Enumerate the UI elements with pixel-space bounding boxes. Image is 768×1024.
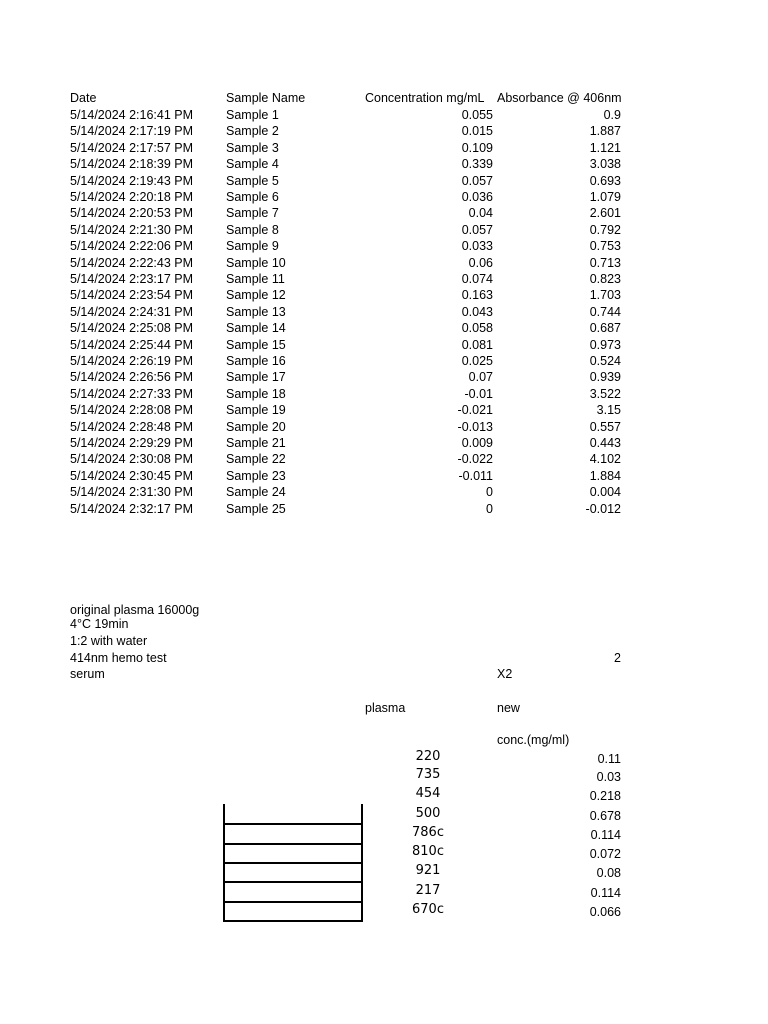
cell-concentration: 0 bbox=[486, 485, 493, 499]
cell-absorbance: 1.079 bbox=[589, 190, 621, 204]
cell-absorbance: 3.038 bbox=[589, 157, 621, 171]
cell-absorbance: 0.973 bbox=[589, 338, 621, 352]
header-concentration: Concentration mg/mL bbox=[365, 91, 485, 105]
cell-concentration: 0.058 bbox=[461, 321, 493, 335]
cell-absorbance: 2.601 bbox=[589, 206, 621, 220]
conc-label: conc.(mg/ml) bbox=[497, 733, 570, 747]
cell-sample-name: Sample 10 bbox=[226, 256, 286, 270]
cell-absorbance: 0.557 bbox=[589, 420, 621, 434]
cell-sample-name: Sample 1 bbox=[226, 108, 279, 122]
header-absorbance: Absorbance @ 406nm bbox=[497, 91, 622, 105]
cell-concentration: 0.036 bbox=[461, 190, 493, 204]
cell-concentration: 0 bbox=[486, 502, 493, 516]
cell-date: 5/14/2024 2:30:45 PM bbox=[70, 469, 194, 483]
cell-absorbance: 0.9 bbox=[603, 108, 621, 122]
cell-concentration: 0.025 bbox=[461, 354, 493, 368]
cell-absorbance: -0.012 bbox=[585, 502, 621, 516]
cell-sample-name: Sample 19 bbox=[226, 403, 286, 417]
cell-concentration: 0.033 bbox=[461, 239, 493, 253]
cell-absorbance: 0.524 bbox=[589, 354, 621, 368]
cell-sample-name: Sample 8 bbox=[226, 223, 279, 237]
plasma-conc: 0.03 bbox=[596, 770, 621, 784]
cell-sample-name: Sample 18 bbox=[226, 387, 286, 401]
cell-sample-name: Sample 13 bbox=[226, 305, 286, 319]
plasma-conc: 0.11 bbox=[597, 752, 621, 766]
cell-date: 5/14/2024 2:22:43 PM bbox=[70, 256, 194, 270]
new-label: new bbox=[497, 701, 520, 715]
cell-concentration: 0.057 bbox=[461, 174, 493, 188]
cell-date: 5/14/2024 2:16:41 PM bbox=[70, 108, 194, 122]
cell-sample-name: Sample 7 bbox=[226, 206, 279, 220]
cell-date: 5/14/2024 2:21:30 PM bbox=[70, 223, 194, 237]
note-line-5: serum bbox=[70, 667, 105, 681]
cell-sample-name: Sample 14 bbox=[226, 321, 286, 335]
plasma-id: 454 bbox=[415, 786, 441, 801]
cell-absorbance: 3.522 bbox=[589, 387, 621, 401]
cell-absorbance: 0.753 bbox=[589, 239, 621, 253]
plasma-conc: 0.114 bbox=[590, 886, 621, 900]
cell-sample-name: Sample 5 bbox=[226, 174, 279, 188]
cell-absorbance: 1.884 bbox=[589, 469, 621, 483]
cell-sample-name: Sample 11 bbox=[226, 272, 285, 286]
cell-sample-name: Sample 17 bbox=[226, 370, 286, 384]
cell-sample-name: Sample 9 bbox=[226, 239, 279, 253]
plasma-conc: 0.678 bbox=[589, 809, 621, 823]
cell-absorbance: 1.121 bbox=[589, 141, 621, 155]
factor-value: 2 bbox=[614, 651, 621, 665]
cell-absorbance: 0.939 bbox=[589, 370, 621, 384]
cell-date: 5/14/2024 2:27:33 PM bbox=[70, 387, 194, 401]
cell-sample-name: Sample 6 bbox=[226, 190, 279, 204]
cell-sample-name: Sample 15 bbox=[226, 338, 286, 352]
cell-concentration: 0.081 bbox=[461, 338, 493, 352]
cell-concentration: 0.06 bbox=[468, 256, 493, 270]
cell-date: 5/14/2024 2:17:19 PM bbox=[70, 124, 194, 138]
header-sample-name: Sample Name bbox=[226, 91, 306, 105]
cell-date: 5/14/2024 2:29:29 PM bbox=[70, 436, 194, 450]
cell-date: 5/14/2024 2:24:31 PM bbox=[70, 305, 194, 319]
cell-concentration: 0.009 bbox=[461, 436, 493, 450]
cell-concentration: 0.04 bbox=[468, 206, 493, 220]
cell-absorbance: 4.102 bbox=[589, 452, 621, 466]
cell-concentration: 0.109 bbox=[461, 141, 493, 155]
cell-absorbance: 0.004 bbox=[589, 485, 621, 499]
cell-date: 5/14/2024 2:26:56 PM bbox=[70, 370, 194, 384]
cell-concentration: -0.022 bbox=[457, 452, 493, 466]
cell-date: 5/14/2024 2:20:53 PM bbox=[70, 206, 194, 220]
cell-date: 5/14/2024 2:18:39 PM bbox=[70, 157, 194, 171]
cell-date: 5/14/2024 2:23:54 PM bbox=[70, 288, 194, 302]
cell-absorbance: 0.744 bbox=[589, 305, 621, 319]
cell-sample-name: Sample 3 bbox=[226, 141, 279, 155]
plasma-id: 735 bbox=[415, 767, 441, 782]
cell-date: 5/14/2024 2:25:44 PM bbox=[70, 338, 194, 352]
cell-date: 5/14/2024 2:23:17 PM bbox=[70, 272, 194, 286]
plasma-conc: 0.066 bbox=[589, 905, 621, 919]
cell-sample-name: Sample 25 bbox=[226, 502, 286, 516]
cell-absorbance: 0.792 bbox=[589, 223, 621, 237]
cell-concentration: 0.055 bbox=[461, 108, 493, 122]
note-line-2: 4°C 19min bbox=[70, 617, 129, 631]
cell-sample-name: Sample 4 bbox=[226, 157, 279, 171]
cell-concentration: 0.057 bbox=[461, 223, 493, 237]
cell-absorbance: 3.15 bbox=[596, 403, 621, 417]
cell-sample-name: Sample 24 bbox=[226, 485, 286, 499]
cell-concentration: -0.013 bbox=[457, 420, 493, 434]
cell-concentration: 0.163 bbox=[461, 288, 493, 302]
plasma-id: 921 bbox=[415, 863, 441, 878]
cell-date: 5/14/2024 2:31:30 PM bbox=[70, 485, 194, 499]
cell-sample-name: Sample 21 bbox=[226, 436, 286, 450]
cell-concentration: 0.043 bbox=[461, 305, 493, 319]
plasma-id: 670c bbox=[412, 902, 444, 917]
cell-sample-name: Sample 12 bbox=[226, 288, 286, 302]
cell-date: 5/14/2024 2:20:18 PM bbox=[70, 190, 194, 204]
plasma-label: plasma bbox=[365, 701, 406, 715]
cell-concentration: 0.07 bbox=[468, 370, 493, 384]
cell-date: 5/14/2024 2:32:17 PM bbox=[70, 502, 194, 516]
cell-absorbance: 0.693 bbox=[589, 174, 621, 188]
cell-absorbance: 1.703 bbox=[589, 288, 621, 302]
plasma-id: 220 bbox=[415, 749, 441, 764]
cell-sample-name: Sample 2 bbox=[226, 124, 279, 138]
plasma-id: 500 bbox=[415, 806, 441, 821]
factor-label: X2 bbox=[497, 667, 513, 681]
cell-concentration: 0.074 bbox=[461, 272, 493, 286]
plasma-id: 786c bbox=[412, 825, 444, 840]
plasma-id: 810c bbox=[412, 844, 444, 859]
cell-date: 5/14/2024 2:17:57 PM bbox=[70, 141, 194, 155]
cell-sample-name: Sample 16 bbox=[226, 354, 286, 368]
plasma-conc: 0.114 bbox=[590, 828, 621, 842]
note-line-4: 414nm hemo test bbox=[70, 651, 167, 665]
cell-date: 5/14/2024 2:28:48 PM bbox=[70, 420, 194, 434]
cell-date: 5/14/2024 2:28:08 PM bbox=[70, 403, 194, 417]
cell-date: 5/14/2024 2:19:43 PM bbox=[70, 174, 194, 188]
cell-concentration: -0.021 bbox=[457, 403, 493, 417]
cell-sample-name: Sample 20 bbox=[226, 420, 286, 434]
plasma-conc: 0.218 bbox=[589, 789, 621, 803]
plasma-id: 217 bbox=[415, 883, 441, 898]
cell-absorbance: 0.713 bbox=[589, 256, 621, 270]
note-line-1: original plasma 16000g bbox=[70, 603, 200, 617]
cell-date: 5/14/2024 2:30:08 PM bbox=[70, 452, 194, 466]
cell-sample-name: Sample 22 bbox=[226, 452, 286, 466]
cell-absorbance: 1.887 bbox=[589, 124, 621, 138]
cell-absorbance: 0.687 bbox=[589, 321, 621, 335]
cell-absorbance: 0.823 bbox=[589, 272, 621, 286]
cell-concentration: -0.011 bbox=[458, 469, 493, 483]
cell-date: 5/14/2024 2:26:19 PM bbox=[70, 354, 194, 368]
plasma-conc: 0.08 bbox=[596, 866, 621, 880]
cell-concentration: -0.01 bbox=[464, 387, 493, 401]
cell-absorbance: 0.443 bbox=[589, 436, 621, 450]
cell-date: 5/14/2024 2:25:08 PM bbox=[70, 321, 194, 335]
cell-concentration: 0.339 bbox=[461, 157, 493, 171]
plasma-conc: 0.072 bbox=[589, 847, 621, 861]
cell-border-box bbox=[223, 804, 363, 922]
cell-sample-name: Sample 23 bbox=[226, 469, 286, 483]
note-line-3: 1:2 with water bbox=[70, 634, 148, 648]
header-date: Date bbox=[70, 91, 97, 105]
cell-concentration: 0.015 bbox=[461, 124, 493, 138]
cell-date: 5/14/2024 2:22:06 PM bbox=[70, 239, 194, 253]
